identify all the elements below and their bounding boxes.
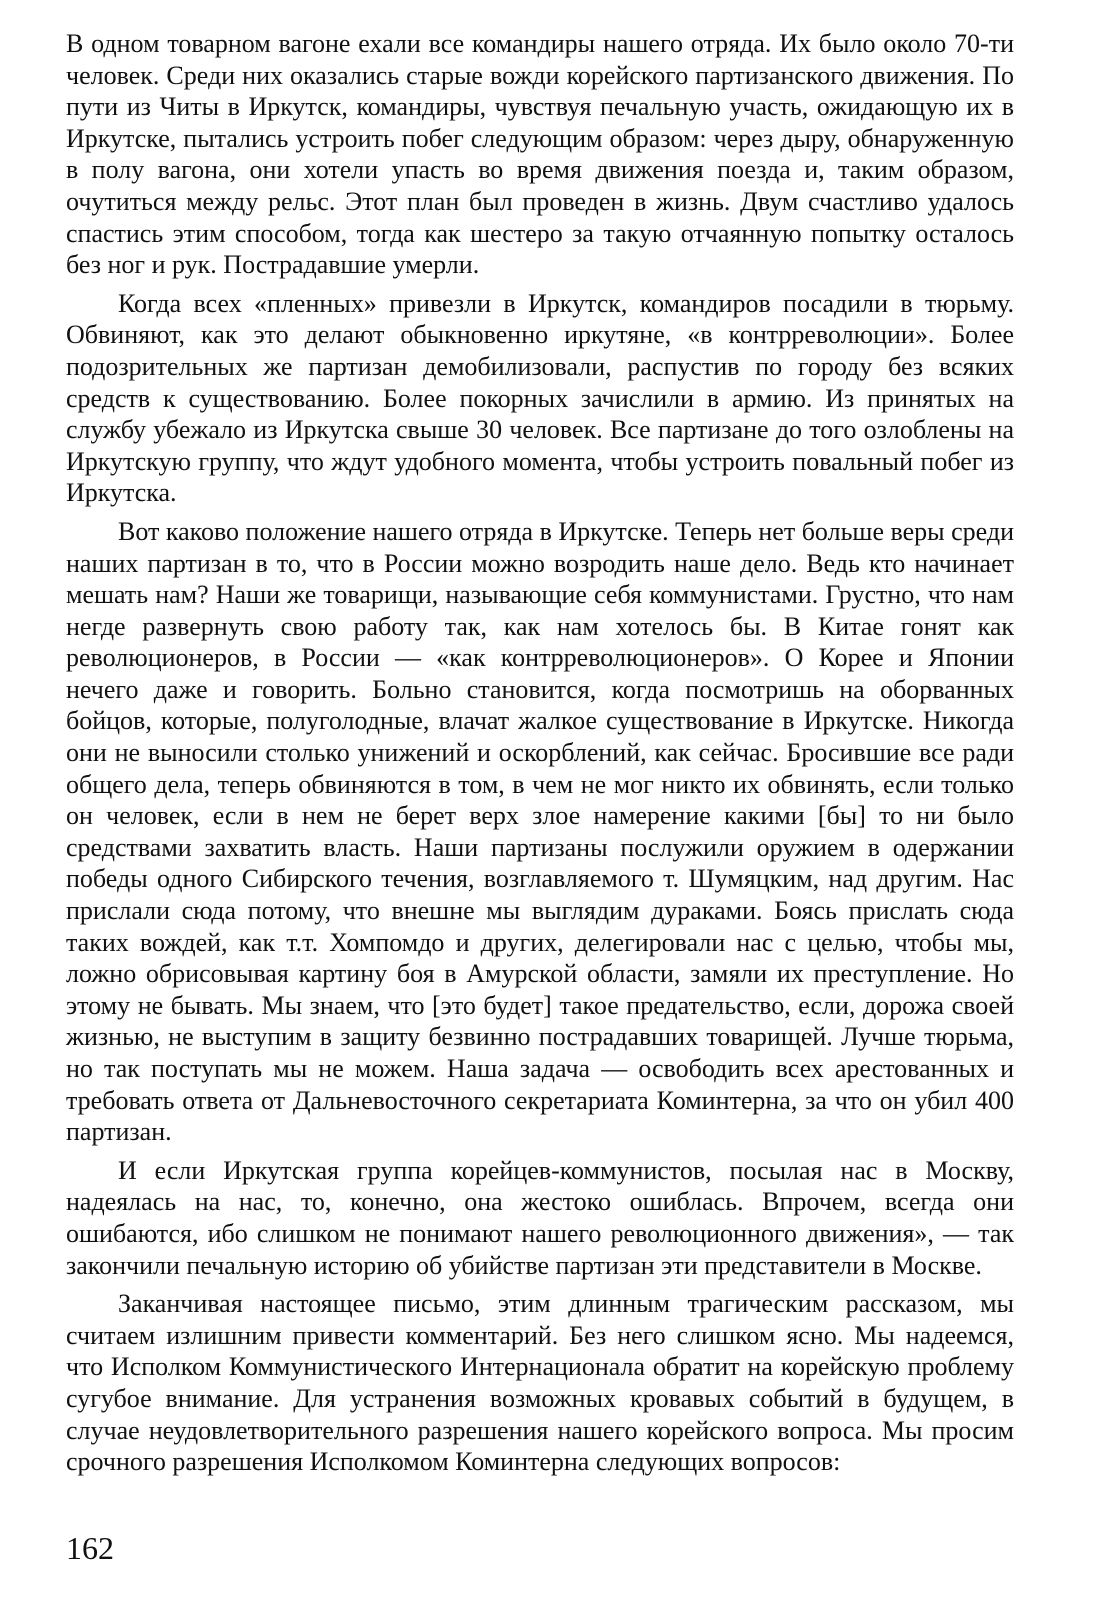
- paragraph-5: Заканчивая настоящее письмо, этим длинным трагическим рассказом, мы считаем излишним привести комментарий. Без него слишком ясно. Мы надеемся, что Исполком Коммунистического Интернационала обратит на корейскую проблему сугубое внимание. Для устранения возможных кровавых событий в будущем, в случае неудовлетворительного разрешения нашего корейского вопроса. Мы просим срочного разрешения Исполкомом Коминтерна следующих вопросов:: [66, 1289, 1014, 1477]
- paragraph-1: В одном товарном вагоне ехали все командиры нашего отряда. Их было около 70-ти человек. Среди них оказались старые вожди корейского партизанского движения. По пути из Читы в Иркутск, командиры, чувствуя печальную участь, ожидающую их в Иркутске, пытались устроить побег следующим образом: через дыру, обнаруженную в полу вагона, они хотели упасть во время движения поезда и, таким образом, очутиться между рельс. Этот план был проведен в жизнь. Двум счастливо удалось спастись этим способом, тогда как шестеро за такую отчаянную попытку осталось без ног и рук. Пострадавшие умерли.: [66, 29, 1014, 280]
- document-body: [66, 28, 1014, 1485]
- page-number: 162: [66, 1530, 114, 1566]
- paragraph-3: Вот каково положение нашего отряда в Иркутске. Теперь нет больше веры среди наших партизан в то, что в России можно возродить наше дело. Ведь кто начинает мешать нам? Наши же товарищи, называющие себя коммунистами. Грустно, что нам негде развернуть свою работу так, как нам хотелось бы. В Китае гонят как революционеров, в России — «как контрреволюционеров». О Корее и Японии нечего даже и говорить. Больно становится, когда посмотришь на оборванных бойцов, которые, полуголодные, влачат жалкое существование в Иркутске. Никогда они не выносили столько унижений и оскорблений, как сейчас. Бросившие все ради общего дела, теперь обвиняются в том, в чем не мог никто их обвинять, если только он человек, если в нем не берет верх злое намерение какими [бы] то ни было средствами захватить власть. Наши партизаны послужили оружием в одержании победы одного Сибирского течения, возглавляемого т. Шумяцким, над другим. Нас прислали сюда потому, что внешне мы выглядим дураками. Боясь прислать сюда таких вождей, как т.т. Хомпомдо и других, делегировали нас с целью, чтобы мы, ложно обрисовывая картину боя в Амурской области, замяли их преступление. Но этому не бывать. Мы знаем, что [это будет] такое предательство, если, дорожа своей жизнью, не выступим в защиту безвинно пострадавших товарищей. Лучше тюрьма, но так поступать мы не можем. Наша задача — освободить всех арестованных и требовать ответа от Дальневосточного секретариата Коминтерна, за что он убил 400 партизан.: [66, 516, 1014, 1147]
- paragraph-4: И если Иркутская группа корейцев-коммунистов, посылая нас в Москву, надеялась на нас, то, конечно, она жестоко ошиблась. Впрочем, всегда они ошибаются, ибо слишком не понимают нашего революционного движения», — так закончили печальную историю об убийстве партизан эти представители в Москве.: [66, 1155, 1014, 1280]
- paragraph-2: Когда всех «пленных» привезли в Иркутск, командиров посадили в тюрьму. Обвиняют, как это делают обыкновенно иркутяне, «в контрреволюции». Более подозрительных же партизан демобилизовали, распустив по городу без всяких средств к существованию. Более покорных зачислили в армию. Из принятых на службу убежало из Иркутска свыше 30 человек. Все партизане до того озлоблены на Иркутскую группу, что ждут удобного момента, чтобы устроить повальный побег из Иркутска.: [66, 288, 1014, 508]
